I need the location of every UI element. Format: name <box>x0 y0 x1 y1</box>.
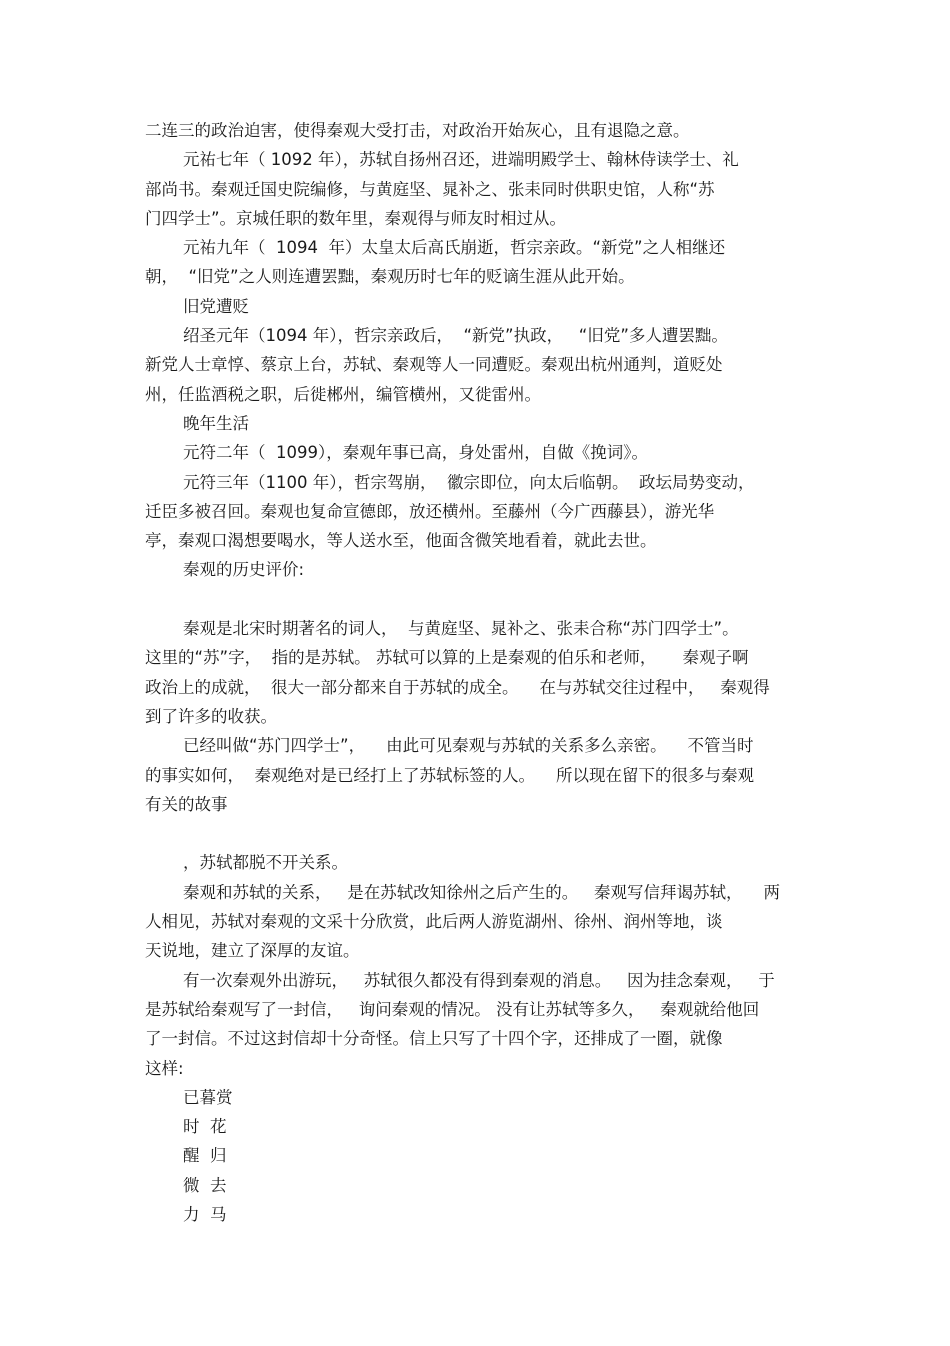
text-line: 元符二年（ 1099），秦观年事已高，身处雷州，自做《挽词》。 <box>183 443 648 463</box>
text-line: 到了许多的收获。 <box>145 706 277 726</box>
text-line: 秦观是北宋时期著名的词人， 与黄庭坚、晁补之、张耒合称“苏门四学士”。 <box>183 619 739 639</box>
text-line: 已经叫做“苏门四学士”， 由此可见秦观与苏轼的关系多么亲密。 不管当时 <box>183 736 754 756</box>
text-line: 这里的“苏”字， 指的是苏轼。 苏轼可以算的上是秦观的伯乐和老师， 秦观子啊 <box>145 648 749 668</box>
text-line: 醒 归 <box>183 1146 227 1166</box>
paragraph <box>145 848 810 877</box>
text-line: 力 马 <box>183 1204 227 1224</box>
text-line: 朝， “旧党”之人则连遭罢黜，秦观历时七年的贬谪生涯从此开始。 <box>145 267 635 287</box>
paragraph-gap <box>145 819 810 848</box>
text-line: 的事实如何， 秦观绝对是已经打上了苏轼标签的人。 所以现在留下的很多与秦观 <box>145 765 754 785</box>
paragraph <box>145 116 810 145</box>
text-line: 亭，秦观口渴想要喝水，等人送水至，他面含微笑地看着，就此去世。 <box>145 531 657 551</box>
text-line: 人相见，苏轼对秦观的文采十分欣赏，此后两人游览湖州、徐州、润州等地，谈 <box>145 912 723 932</box>
text-line: 州，任监酒税之职，后徙郴州，编管横州，又徙雷州。 <box>145 384 541 404</box>
text-line: 微 去 <box>183 1175 227 1195</box>
paragraph <box>145 555 810 584</box>
text-line: 秦观的历史评价: <box>183 560 305 580</box>
text-line: 元祐七年（ 1092 年），苏轼自扬州召还，进端明殿学士、翰林侍读学士、礼 <box>183 150 739 170</box>
paragraph <box>145 614 810 731</box>
paragraph <box>145 1083 810 1112</box>
text-line: 迁臣多被召回。秦观也复命宣德郎，放还横州。至藤州（今广西藤县），游光华 <box>145 501 715 521</box>
text-line: ，苏轼都脱不开关系。 <box>183 853 348 873</box>
text-line: 这样: <box>145 1058 184 1078</box>
paragraph <box>145 1171 810 1200</box>
text-line: 时 花 <box>183 1117 227 1137</box>
text-line: 新党人士章惇、蔡京上台，苏轼、秦观等人一同遭贬。秦观出杭州通判，道贬处 <box>145 355 723 375</box>
text-line: 旧党遭贬 <box>183 296 249 316</box>
text-line: 元祐九年（ 1094 年）太皇太后高氏崩逝，哲宗亲政。“新党”之人相继还 <box>183 238 726 258</box>
paragraph <box>145 1112 810 1141</box>
text-line: 门四学士”。京城任职的数年里，秦观得与师友时相过从。 <box>145 208 567 228</box>
text-line: 天说地，建立了深厚的友谊。 <box>145 941 360 961</box>
text-line: 是苏轼给秦观写了一封信， 询问秦观的情况。 没有让苏轼等多久， 秦观就给他回 <box>145 999 760 1019</box>
paragraph <box>145 233 810 292</box>
paragraph <box>145 145 810 233</box>
text-line: 有一次秦观外出游玩， 苏轼很久都没有得到秦观的消息。 因为挂念秦观， 于 <box>183 970 775 990</box>
text-line: 政治上的成就， 很大一部分都来自于苏轼的成全。 在与苏轼交往过程中， 秦观得 <box>145 677 770 697</box>
text-line: 元符三年（1100 年），哲宗驾崩， 徽宗即位，向太后临朝。 政坛局势变动， <box>183 472 755 492</box>
text-line: 绍圣元年（1094 年），哲宗亲政后， “新党”执政， “旧党”多人遭罢黜。 <box>183 326 728 346</box>
text-line: 晚年生活 <box>183 413 249 433</box>
text-line: 秦观和苏轼的关系， 是在苏轼改知徐州之后产生的。 秦观写信拜谒苏轼， 两 <box>183 882 780 902</box>
paragraph <box>145 292 810 321</box>
text-line: 了一封信。不过这封信却十分奇怪。信上只写了十四个字，还排成了一圈，就像 <box>145 1029 723 1049</box>
paragraph <box>145 468 810 556</box>
paragraph <box>145 1141 810 1170</box>
paragraph <box>145 966 810 1083</box>
paragraph <box>145 321 810 409</box>
document-page <box>145 116 810 1229</box>
paragraph <box>145 409 810 438</box>
text-line: 有关的故事 <box>145 794 228 814</box>
text-line: 部尚书。秦观迁国史院编修，与黄庭坚、晁补之、张耒同时供职史馆，人称“苏 <box>145 179 715 199</box>
text-line: 二连三的政治迫害，使得秦观大受打击，对政治开始灰心，且有退隐之意。 <box>145 121 690 140</box>
paragraph <box>145 731 810 819</box>
paragraph <box>145 1200 810 1229</box>
text-line: 已暮赏 <box>183 1087 233 1107</box>
paragraph-gap <box>145 585 810 614</box>
paragraph <box>145 438 810 467</box>
paragraph <box>145 878 810 966</box>
